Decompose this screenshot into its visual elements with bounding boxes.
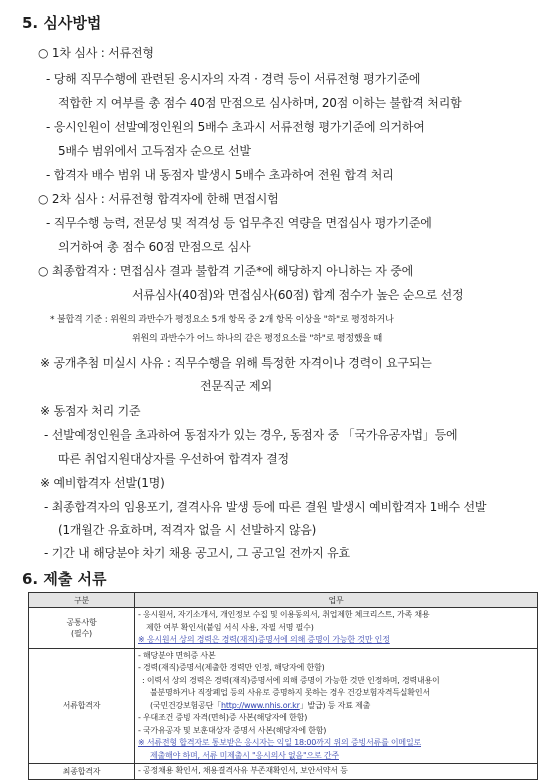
body-line: - 당해 직무수행에 관련된 응시자의 자격 · 경력 등이 서류전형 평가기준에 [46,72,421,86]
category-cell [29,764,135,780]
body-line: - 합격자 배수 범위 내 동점자 발생시 5배수 초과하여 전원 합격 처리 [46,168,394,182]
body-line: 따른 취업지원대상자를 우선하여 합격자 결정 [58,452,289,466]
lottery-reason-note: ※ 공개추첨 미실시 사유 : 직무수행을 위해 특정한 자격이나 경력이 요구되는 [40,356,432,370]
body-line: 의거하여 총 점수 60점 만점으로 심사 [58,240,251,254]
duty-line: - 국가유공자 및 보훈대상자 증명서 사본(해당자에 한함) [138,725,327,735]
duty-line: - 공정채용 확인서, 채용결격사유 부존재확인서, 보안서약서 등 [138,766,348,775]
fail-criteria-note: * 불합격 기준 : 위원의 과반수가 평정요소 5개 항목 중 2개 항목 이상을 "하"로 평정하거나 [50,315,394,325]
category-label: 최종합격자 [62,766,101,776]
duty-cell [135,608,538,649]
body-line: - 기간 내 해당분야 차기 채용 공고시, 그 공고일 전까지 유효 [44,546,350,560]
header-duty: 업무 [135,593,538,608]
second-screening-item: ○ 2차 심사 : 서류전형 합격자에 한해 면접시험 [38,192,279,206]
table-header-row [29,593,538,608]
duty-note: 제출해야 하며, 서류 미제출시 "응시의사 없음"으로 간주 [150,750,339,760]
body-line: - 최종합격자의 임용포기, 결격사유 발생 등에 따른 결원 발생시 예비합격자 1배수 선발 [44,500,487,514]
duty-line: : 이력서 상의 경력은 경력(재직)증명서에 의해 증명이 가능한 것만 인정하며, 경력내용이 [142,675,440,685]
duty-cell [135,648,538,764]
category-cell [29,648,135,764]
duty-line: 제한 여부 확인서(붙임 서식 사용, 자필 서명 필수) [146,622,314,632]
duty-line: - 해당분야 면허증 사본 [138,650,216,660]
duty-line: - 경력(재직)증명서(제출한 경력만 인정, 해당자에 한함) [138,663,325,672]
final-pass-item: ○ 최종합격자 : 면접심사 결과 불합격 기준*에 해당하지 아니하는 자 중에 [38,264,414,278]
fail-criteria-note: 위원의 과반수가 어느 하나의 같은 평정요소를 "하"로 평정했을 때 [132,334,383,344]
body-line: 5배수 범위에서 고득점자 순으로 선발 [58,144,251,158]
nhis-link[interactable]: http://www.nhis.or.kr [220,700,300,710]
body-line: - 응시인원이 선발예정인원의 5배수 초과시 서류전형 평가기준에 의거하여 [46,120,425,134]
duty-cell [135,764,538,780]
body-line: 서류심사(40점)와 면접심사(60점) 합계 점수가 높은 순으로 선정 [132,288,464,302]
reserve-candidate-note: ※ 예비합격자 선발(1명) [40,476,165,490]
duty-line [138,700,534,713]
body-line: - 직무수행 능력, 전문성 및 적격성 등 업무추진 역량을 면접심사 평가기준에 [46,216,432,230]
section-6-title: 6. 제출 서류 [22,570,107,588]
duty-line: 불분명하거나 직장폐업 등의 사유로 증명하지 못하는 경우 건강보험자격득실확인서 [150,688,430,697]
duty-text: (국민건강보험공단「 [150,700,221,710]
documents-table [28,592,538,780]
table-row [29,648,538,764]
tie-rule-note: ※ 동점자 처리 기준 [40,404,141,418]
section-5-title: 5. 심사방법 [22,14,102,32]
body-line: 전문직군 제외 [200,379,272,393]
category-label: 서류합격자 [62,701,101,711]
duty-note: ※ 서류전형 합격자로 통보받은 응시자는 익일 18:00까지 위의 증빙서류를 이메일로 [138,738,422,747]
duty-line: - 응시원서, 자기소개서, 개인정보 수집 및 이용동의서, 취업제한 체크리스트, 가족 채용 [138,610,430,619]
first-screening-item: ○ 1차 심사 : 서류전형 [38,46,154,60]
table-row [29,608,538,649]
category-label: (필수) [71,628,92,638]
duty-text: 」발급) 등 자료 제출 [299,700,371,710]
duty-note: ※ 응시원서 상의 경력은 경력(재직)증명서에 의해 증명이 가능한 것만 인정 [138,635,390,644]
category-cell [29,608,135,649]
body-line: - 선발예정인원을 초과하여 동점자가 있는 경우, 동점자 중 「국가유공자법」등에 [44,428,458,442]
category-label: 공통사항 [66,617,97,627]
table-row [29,764,538,780]
body-line: (1개월간 유효하며, 적격자 없을 시 선발하지 않음) [58,523,317,537]
duty-line: - 우대조건 증빙 자격(면허)증 사본(해당자에 한함) [138,713,308,722]
header-category: 구분 [29,593,135,608]
body-line: 적합한 지 여부를 총 점수 40점 만점으로 심사하며, 20점 이하는 불합격 처리함 [58,96,462,110]
